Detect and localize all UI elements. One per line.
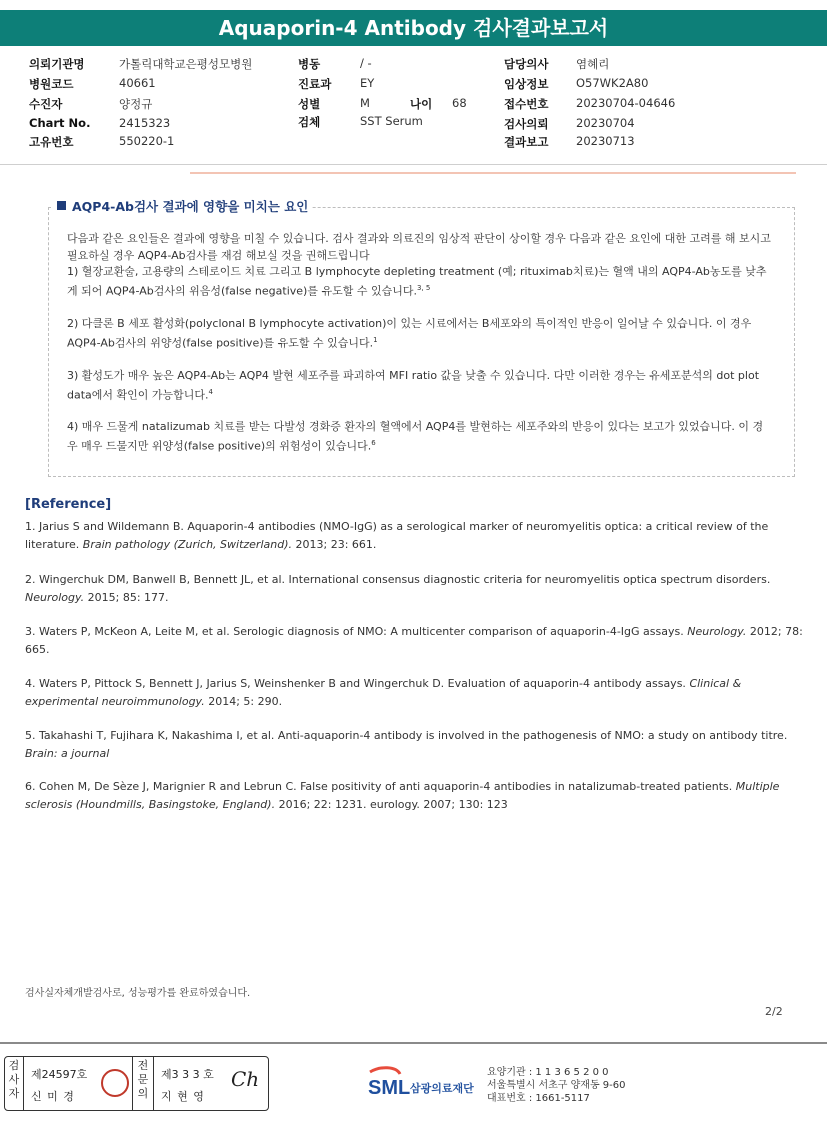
reference-item bbox=[25, 623, 817, 659]
org-code: 요양기관 : 1 1 3 6 5 2 0 0 bbox=[487, 1067, 609, 1078]
reference-text: 1. Jarius S and Wildemann B. Aquaporin-4 antibodies (NMO-IgG) as a serological marker of neuromyelitis optica: a critical review of the literature. bbox=[25, 520, 769, 551]
info-value: 가톨릭대학교은평성모병원 bbox=[119, 57, 253, 71]
reference-text: 2. Wingerchuk DM, Banwell B, Bennett JL, et al. International consensus diagnostic criteria for neuromyelitis optica spectrum disorders. bbox=[25, 573, 771, 586]
factors-title bbox=[53, 197, 312, 215]
signature-box bbox=[4, 1056, 269, 1111]
org-contact bbox=[487, 1066, 626, 1105]
info-label: 고유번호 bbox=[29, 135, 74, 149]
info-value: 20230704 bbox=[576, 116, 635, 130]
factor-item bbox=[67, 367, 772, 404]
info-label: 담당의사 bbox=[504, 57, 549, 71]
tester-label: 검사자 bbox=[8, 1059, 20, 1100]
factors-intro: 다음과 같은 요인들은 결과에 영향을 미칠 수 있습니다. 검사 결과와 의료진의 임상적 판단이 상이할 경우 다음과 같은 요인에 대한 고려를 해 보시고 필요하실 경우 AQP4-Ab검사를 재검 해보실 것을 권해드립니다 bbox=[67, 232, 771, 262]
reference-text: 4. Waters P, Pittock S, Bennett J, Jarius S, Weinshenker B and Wingerchuk D. Evaluation of aquaporin-4 antibody assays. bbox=[25, 677, 686, 690]
info-value: M bbox=[360, 96, 370, 110]
factor-text: 4) 매우 드물게 natalizumab 치료를 받는 다발성 경화증 환자의 혈액에서 AQP4를 발현하는 세포주와의 반응이 있다는 보고가 있었습니다. 이 경우 매우 드물지만 위양성(false positive)의 위험성이 있습니다. bbox=[67, 420, 764, 453]
info-value: 550220-1 bbox=[119, 134, 175, 148]
factor-ref: 1 bbox=[373, 336, 378, 344]
specialist-name: 지 현 영 bbox=[161, 1090, 205, 1103]
tester-license: 제24597호 bbox=[31, 1068, 88, 1081]
handwritten-signature: Ch bbox=[231, 1067, 260, 1091]
reference-item bbox=[25, 571, 817, 607]
factor-item bbox=[67, 418, 772, 455]
factor-ref: 3, 5 bbox=[416, 284, 431, 292]
age-value: 68 bbox=[452, 96, 467, 110]
factor-ref: 4 bbox=[208, 388, 213, 396]
factors-title-text: AQP4-Ab검사 결과에 영향을 미치는 요인 bbox=[72, 199, 309, 214]
seal-stamp bbox=[101, 1069, 129, 1097]
info-label: 진료과 bbox=[298, 77, 332, 91]
reference-journal: Multiple sclerosis (Houndmills, Basingstoke, England). bbox=[25, 780, 780, 811]
specialist-license: 제3 3 3 호 bbox=[161, 1068, 214, 1081]
info-label: 수진자 bbox=[29, 97, 63, 111]
info-label: 검체 bbox=[298, 115, 321, 129]
age-label: 나이 bbox=[410, 97, 433, 111]
reference-journal: Brain: a journal bbox=[25, 747, 110, 760]
reference-item bbox=[25, 778, 817, 814]
info-label: 검사의뢰 bbox=[504, 117, 549, 131]
footer-divider bbox=[0, 1042, 827, 1044]
info-label: 임상정보 bbox=[504, 77, 549, 91]
page-number: 2/2 bbox=[765, 1005, 783, 1018]
reference-tail: 2015; 85: 177. bbox=[87, 591, 169, 604]
factor-text: 3) 활성도가 매우 높은 AQP4-Ab는 AQP4 발현 세포주를 파괴하여 MFI ratio 값을 낮출 수 있습니다. 다만 이러한 경우는 유세포분석의 dot plot data에서 확인이 가능합니다. bbox=[67, 369, 760, 402]
reference-journal: Brain pathology (Zurich, Switzerland). bbox=[82, 538, 292, 551]
info-label: 병동 bbox=[298, 57, 321, 71]
info-value: / - bbox=[360, 56, 372, 70]
performance-note: 검사실자체개발검사로, 성능평가를 완료하였습니다. bbox=[25, 988, 251, 999]
factor-item bbox=[67, 263, 772, 300]
divider bbox=[153, 1057, 154, 1110]
divider bbox=[23, 1057, 24, 1110]
factor-text: 1) 혈장교환술, 고용량의 스테로이드 치료 그리고 B lymphocyte depleting treatment (예; rituximab치료)는 혈액 내의 AQP4-Ab농도를 낮추게 되어 AQP4-Ab검사의 위음성(false negative)를 유도할 수 있습니다. bbox=[67, 265, 767, 298]
reference-text: 3. Waters P, McKeon A, Leite M, et al. Serologic diagnosis of NMO: A multicenter comparison of aquaporin-4-IgG assays. bbox=[25, 625, 684, 638]
info-value: SST Serum bbox=[360, 114, 423, 128]
info-label: 결과보고 bbox=[504, 135, 549, 149]
reference-text: 5. Takahashi T, Fujihara K, Nakashima I, et al. Anti-aquaporin-4 antibody is involved in the pathogenesis of NMO: a study on antibody titre. bbox=[25, 729, 788, 742]
accent-divider bbox=[190, 172, 796, 174]
reference-item bbox=[25, 675, 817, 711]
divider bbox=[0, 164, 827, 165]
org-phone: 대표번호 : 1661-5117 bbox=[487, 1093, 590, 1104]
square-bullet-icon bbox=[57, 201, 66, 210]
reference-text: 6. Cohen M, De Sèze J, Marignier R and Lebrun C. False positivity of anti aquaporin-4 antibodies in natalizumab-treated patients. bbox=[25, 780, 733, 793]
reference-tail: 2016; 22: 1231. eurology. 2007; 130: 123 bbox=[278, 798, 508, 811]
info-value: 양정규 bbox=[119, 97, 153, 111]
reference-tail: 2014; 5: 290. bbox=[208, 695, 283, 708]
reference-item bbox=[25, 727, 817, 763]
info-label: 병원코드 bbox=[29, 77, 74, 91]
info-value: 20230704-04646 bbox=[576, 96, 676, 110]
info-label: 접수번호 bbox=[504, 97, 549, 111]
tester-name: 신 미 경 bbox=[31, 1090, 75, 1103]
info-value: 20230713 bbox=[576, 134, 635, 148]
specialist-label: 전문의 bbox=[137, 1059, 149, 1100]
info-label: Chart No. bbox=[29, 116, 91, 130]
info-value: 2415323 bbox=[119, 116, 171, 130]
info-value: O57WK2A80 bbox=[576, 76, 649, 90]
reference-tail: 2013; 23: 661. bbox=[295, 538, 377, 551]
factor-text: 2) 다클론 B 세포 활성화(polyclonal B lymphocyte activation)이 있는 시료에서는 B세포와의 특이적인 반응이 일어날 수 있습니다. 이 경우 AQP4-Ab검사의 위양성(false positive)를 유도할 수 있습니다. bbox=[67, 317, 752, 350]
reference-heading: [Reference] bbox=[25, 497, 112, 512]
info-value: 40661 bbox=[119, 76, 156, 90]
reference-journal: Neurology. bbox=[687, 625, 747, 638]
reference-tail: 2012; 78: 665. bbox=[25, 625, 803, 656]
factor-item bbox=[67, 315, 772, 352]
info-value: EY bbox=[360, 76, 375, 90]
sml-logo bbox=[366, 1066, 501, 1102]
report-title: Aquaporin-4 Antibody 검사결과보고서 bbox=[0, 10, 827, 46]
reference-journal: Neurology. bbox=[25, 591, 85, 604]
org-address: 서울특별시 서초구 양재동 9-60 bbox=[487, 1080, 626, 1091]
divider bbox=[132, 1057, 133, 1110]
factor-ref: 6 bbox=[371, 439, 376, 447]
org-name: 삼광의료재단 bbox=[410, 1082, 474, 1095]
info-value: 염혜리 bbox=[576, 57, 610, 71]
info-label: 성별 bbox=[298, 97, 321, 111]
info-label: 의뢰기관명 bbox=[29, 57, 85, 71]
logo-text: SML bbox=[368, 1077, 411, 1099]
reference-journal: Clinical & experimental neuroimmunology. bbox=[25, 677, 742, 708]
reference-item bbox=[25, 518, 817, 554]
